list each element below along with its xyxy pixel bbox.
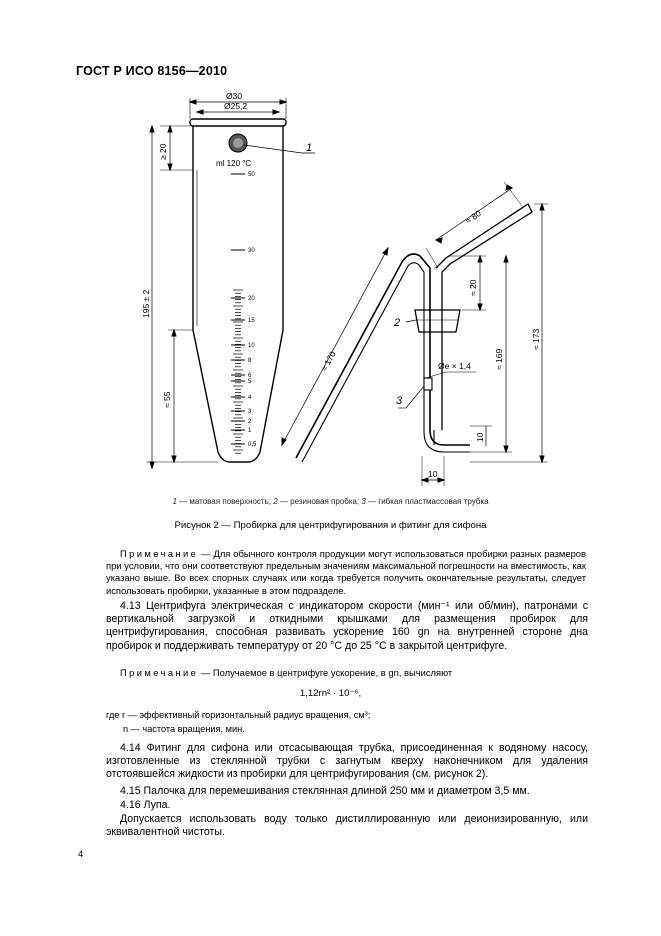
dim-siphon-long: ≈ 170 xyxy=(318,349,338,373)
scale-ticks xyxy=(231,174,245,453)
scale-label: 15 xyxy=(248,318,255,324)
paragraph-4-15: 4.15 Палочка для перемешивания стеклянная длиной 250 мм и диаметром 3,5 мм. xyxy=(120,785,530,797)
centrifuge-tube xyxy=(190,119,315,462)
tube-marking: ml 120 °C xyxy=(216,159,252,168)
page-header: ГОСТ Р ИСО 8156—2010 xyxy=(76,64,228,78)
paragraph-extra: Допускается использовать воду только дистиллированную или деионизированную, или эквивалентной чистоты. xyxy=(106,813,588,839)
siphon-fitting xyxy=(296,204,532,462)
paragraph-4-14: 4.14 Фитинг для сифона или отсасывающая трубка, присоединенная к водяному насосу, изготовленные из стеклянной трубки с загнутым кверху наконечником для удаления отстоявшейся жидкости из пробирки для центрифугирования (см. рисунок 2). xyxy=(106,742,588,781)
dim-173: ≈ 173 xyxy=(531,328,541,350)
scale-label: 4 xyxy=(248,395,252,401)
scale-label: 3 xyxy=(248,409,252,415)
paragraph-4-13: 4.13 Центрифуга электрическая с индикатором скорости (мин⁻¹ или об/мин), патронами с вертикальной загрузкой и откидными крышками для размещения пробирок для центрифугирования, способная развивать ускорение 160 gn на внутренней стороне дна пробирок и поддерживать температуру от 20 °С до 25 °С в закрытой центрифуге. xyxy=(106,600,588,652)
dim-169: ≈ 169 xyxy=(494,348,504,370)
scale-label: 6 xyxy=(248,373,252,379)
formula: 1,12rn² · 10⁻⁶, xyxy=(299,688,362,699)
callout-2: 2 xyxy=(394,317,401,329)
scale-label: 20 xyxy=(248,296,255,302)
scale-label: 30 xyxy=(248,248,255,254)
dim-10-horizontal: 10 xyxy=(428,469,438,479)
figure-2-drawing xyxy=(130,90,570,490)
dim-inner-tube: Øe × 1,4 xyxy=(438,361,471,371)
where-line-1: где r — эффективный горизонтальный радиус вращения, см³; xyxy=(106,710,371,720)
paragraph-4-16: 4.16 Лупа. xyxy=(120,799,171,811)
scale-label: 10 xyxy=(248,343,255,349)
scale-label: 5 xyxy=(248,379,252,385)
dim-total-height: 195 ± 2 xyxy=(141,289,151,318)
dim-siphon-top: ≈ 80 xyxy=(463,208,483,226)
where-line-2: n — частота вращения, мин. xyxy=(123,724,245,734)
figure-caption: Рисунок 2 — Пробирка для центрифугирования и фитинг для сифона xyxy=(174,520,487,531)
scale-label: 8 xyxy=(248,358,252,364)
note-2: Примечание — Получаемое в центрифуге ускорение, в gn, вычисляют xyxy=(120,667,453,678)
dim-10-vertical: 10 xyxy=(475,432,485,442)
dim-outer-diameter: Ø30 xyxy=(226,91,243,101)
scale-label: 50 xyxy=(248,172,255,178)
note-1: Примечание — Для обычного контроля продукции могут использоваться пробирки разных размеров при условии, что они соответствуют предельным значениям максимальной погрешности на вместимость, как указано выше. Во всех спорных случаях или когда требуется получить окончательные результаты, следует использовать пробирки, указанные в этом подразделе. xyxy=(106,548,586,596)
callout-1: 1 xyxy=(306,142,313,154)
scale-label: 0,5 xyxy=(248,442,257,448)
dim-20: ≈ 20 xyxy=(468,279,478,296)
figure-legend: 1 — матовая поверхность; 2 — резиновая пробка; 3 — гибкая пластмассовая трубка xyxy=(172,497,489,506)
dim-lower-height: ≈ 55 xyxy=(162,391,172,408)
page-number: 4 xyxy=(78,849,84,860)
scale-label: 2 xyxy=(248,419,252,425)
scale-label: 1 xyxy=(248,428,252,434)
callout-3: 3 xyxy=(396,395,403,407)
dim-inner-diameter: Ø25,2 xyxy=(224,101,248,111)
dim-top-height: ≥ 20 xyxy=(158,143,168,160)
